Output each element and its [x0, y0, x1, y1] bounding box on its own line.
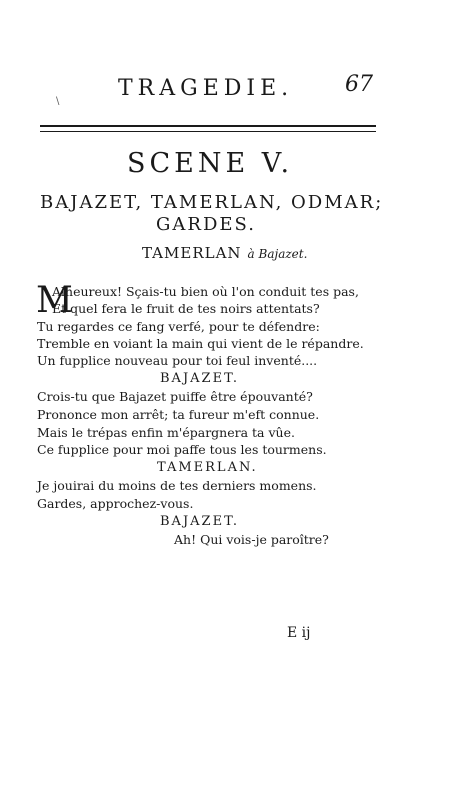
stage-direction: à Bajazet.: [247, 247, 308, 261]
speaker-name: TAMERLAN: [142, 244, 242, 262]
verse-line: Alheureux! Sçais-tu bien où l'on conduit tes pas,: [52, 284, 359, 299]
speaker-label: TAMERLAN.: [157, 460, 258, 475]
signature-mark: E ij: [287, 625, 311, 641]
character-list-line-1: BAJAZET, TAMERLAN, ODMAR;: [40, 192, 384, 213]
verse-line: Un fupplice nouveau pour toi feul inventé....: [37, 353, 318, 368]
verse-line: Et quel fera le fruit de tes noirs attentats?: [52, 301, 320, 316]
verse-line: Ce fupplice pour moi paffe tous les tourmens.: [37, 442, 327, 457]
header-rule-thin: [40, 131, 376, 132]
speaker-label: BAJAZET.: [160, 371, 239, 386]
header-rule-thick: [40, 125, 376, 127]
speaker-label: BAJAZET.: [160, 514, 239, 529]
character-list: [38, 192, 384, 236]
verse-line: Ah! Qui vois-je paroître?: [174, 532, 329, 547]
verse-line: Tremble en voiant la main qui vient de le répandre.: [37, 336, 364, 351]
scene-title: SCENE V.: [127, 148, 294, 179]
verse-line: Prononce mon arrêt; ta fureur m'eft connue.: [37, 407, 320, 422]
first-speaker-heading: [142, 244, 307, 262]
running-head: TRAGEDIE.: [118, 76, 294, 101]
page-number: 67: [345, 72, 373, 97]
stray-mark: \: [56, 96, 60, 107]
verse-line: Mais le trépas enfin m'épargnera ta vûe.: [37, 425, 295, 440]
character-list-line-2: GARDES.: [156, 214, 256, 235]
verse-line: Gardes, approchez-vous.: [37, 496, 194, 511]
verse-line: Crois-tu que Bajazet puiffe être épouvanté?: [37, 389, 313, 404]
verse-line: Tu regardes ce fang verfé, pour te défendre:: [37, 319, 320, 334]
verse-line: Je jouirai du moins de tes derniers momens.: [37, 478, 317, 493]
drop-cap: M: [36, 280, 73, 321]
